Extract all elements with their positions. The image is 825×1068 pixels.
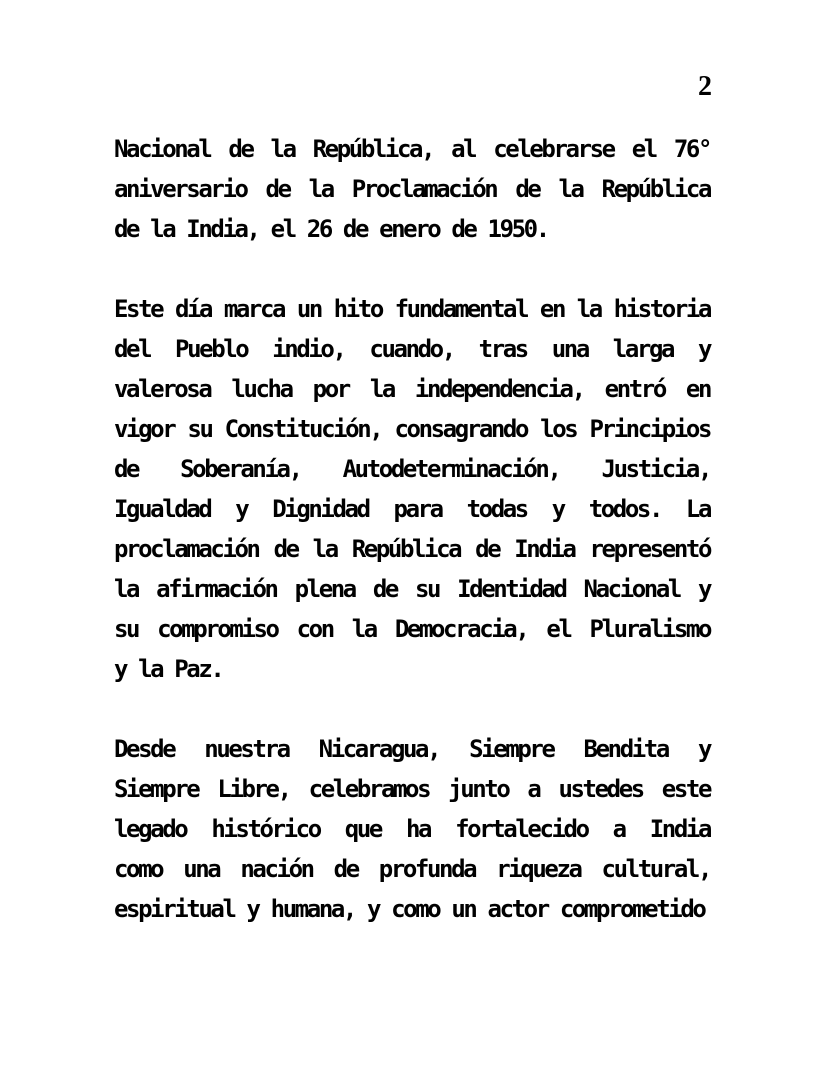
paragraph bbox=[114, 289, 710, 689]
text-line: su compromiso con la Democracia, el Pluralismo bbox=[114, 615, 710, 643]
paragraph bbox=[114, 129, 710, 249]
text-line: proclamación de la República de India representó bbox=[114, 535, 710, 563]
text-line: legado histórico que ha fortalecido a India bbox=[114, 815, 710, 843]
page-number: 2 bbox=[698, 71, 712, 102]
text-line: vigor su Constitución, consagrando los Principios bbox=[114, 415, 710, 443]
text-line: Siempre Libre, celebramos junto a ustedes este bbox=[114, 775, 710, 803]
text-line: Desde nuestra Nicaragua, Siempre Bendita y bbox=[114, 735, 710, 763]
text-line: de Soberanía, Autodeterminación, Justicia, bbox=[114, 455, 710, 483]
text-line: aniversario de la Proclamación de la República bbox=[114, 175, 710, 203]
text-line: como una nación de profunda riqueza cultural, bbox=[114, 855, 710, 883]
paragraph bbox=[114, 729, 710, 929]
text-line: Nacional de la República, al celebrarse el 76° bbox=[114, 135, 710, 163]
text-line: valerosa lucha por la independencia, entró en bbox=[114, 375, 710, 403]
document-body bbox=[114, 129, 710, 929]
text-line: espiritual y humana, y como un actor comprometido bbox=[114, 895, 705, 923]
text-line: de la India, el 26 de enero de 1950. bbox=[114, 215, 548, 243]
text-line: la afirmación plena de su Identidad Nacional y bbox=[114, 575, 710, 603]
text-line: y la Paz. bbox=[114, 655, 223, 683]
text-line: Este día marca un hito fundamental en la historia bbox=[114, 295, 710, 323]
text-line: Igualdad y Dignidad para todas y todos. La bbox=[114, 495, 710, 523]
text-line: del Pueblo indio, cuando, tras una larga y bbox=[114, 335, 710, 363]
